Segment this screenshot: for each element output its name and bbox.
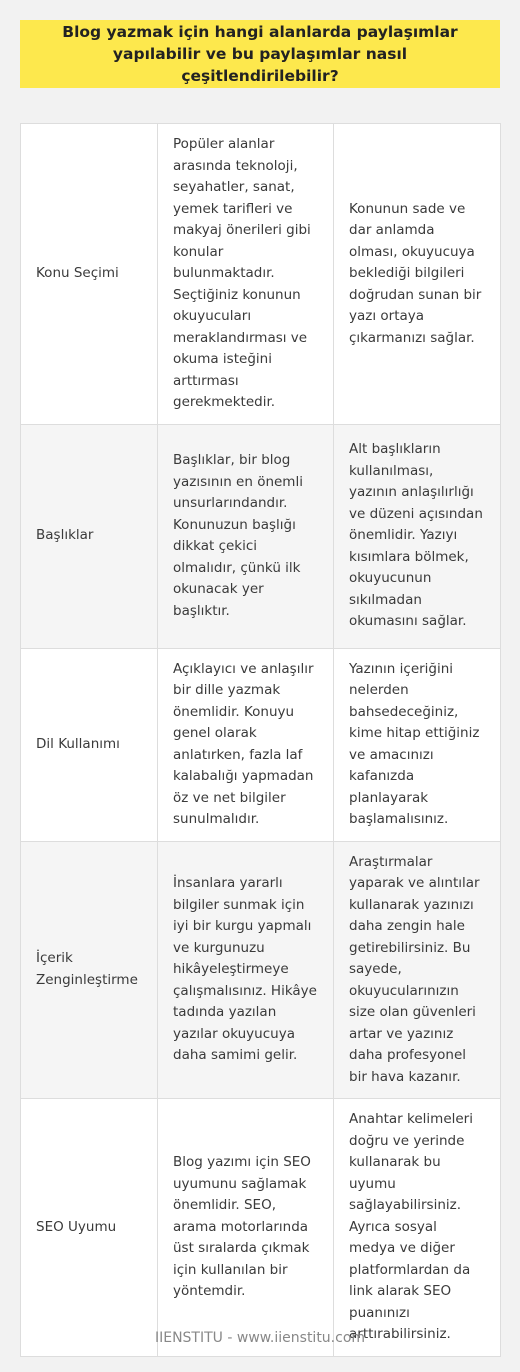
footer-credit: IIENSTITU - www.iienstitu.com [154,1330,366,1346]
topic-cell: Başlıklar [21,424,158,648]
table-row [21,841,501,1099]
page-title: Blog yazmak için hangi alanlarda paylaşımlar yapılabilir ve bu paylaşımlar nasıl çeşitlendirilebilir? [62,23,458,85]
tip-cell: Yazının içeriğini nelerden bahsedeceğiniz, kime hitap ettiğiniz ve amacınızı kafanızda planlayarak başlamalısınız. [334,648,501,841]
table-row [21,648,501,841]
topic-cell: İçerik Zenginleştirme [21,841,158,1099]
info-table [20,123,501,1357]
title-banner [20,20,500,88]
tip-cell: Alt başlıkların kullanılması, yazının anlaşılırlığı ve düzeni açısından önemlidir. Yazıyı kısımlara bölmek, okuyucunun sıkılmadan okumasını sağlar. [334,424,501,648]
table-row [21,1099,501,1357]
topic-cell: Konu Seçimi [21,124,158,425]
description-cell: Blog yazımı için SEO uyumunu sağlamak önemlidir. SEO, arama motorlarında üst sıralarda çıkmak için kullanılan bir yöntemdir. [158,1099,334,1357]
tip-cell: Konunun sade ve dar anlamda olması, okuyucuya beklediği bilgileri doğrudan sunan bir yazı ortaya çıkarmanızı sağlar. [334,124,501,425]
description-cell: Popüler alanlar arasında teknoloji, seyahatler, sanat, yemek tarifleri ve makyaj önerileri gibi konular bulunmaktadır. Seçtiğiniz konunun okuyucuları meraklandırması ve okuma isteğini arttırması gerekmektedir. [158,124,334,425]
description-cell: Açıklayıcı ve anlaşılır bir dille yazmak önemlidir. Konuyu genel olarak anlatırken, fazla laf kalabalığı yapmadan öz ve net bilgiler sunulmalıdır. [158,648,334,841]
description-cell: İnsanlara yararlı bilgiler sunmak için iyi bir kurgu yapmalı ve kurgunuzu hikâyeleştirmeye çalışmalısınız. Hikâye tadında yazılan yazılar okuyucuya daha samimi gelir. [158,841,334,1099]
tip-cell: Anahtar kelimeleri doğru ve yerinde kullanarak bu uyumu sağlayabilirsiniz. Ayrıca sosyal medya ve diğer platformlardan da link alarak SEO puanınızı arttırabilirsiniz. [334,1099,501,1357]
table-row [21,424,501,648]
description-cell: Başlıklar, bir blog yazısının en önemli unsurlarındandır. Konunuzun başlığı dikkat çekici olmalıdır, çünkü ilk okunacak yer başlıktır. [158,424,334,648]
table-row [21,124,501,425]
topic-cell: SEO Uyumu [21,1099,158,1357]
tip-cell: Araştırmalar yaparak ve alıntılar kullanarak yazınızı daha zengin hale getirebilirsiniz. Bu sayede, okuyucularınızın size olan güvenleri artar ve yazınız daha profesyonel bir hava kazanır. [334,841,501,1099]
topic-cell: Dil Kullanımı [21,648,158,841]
